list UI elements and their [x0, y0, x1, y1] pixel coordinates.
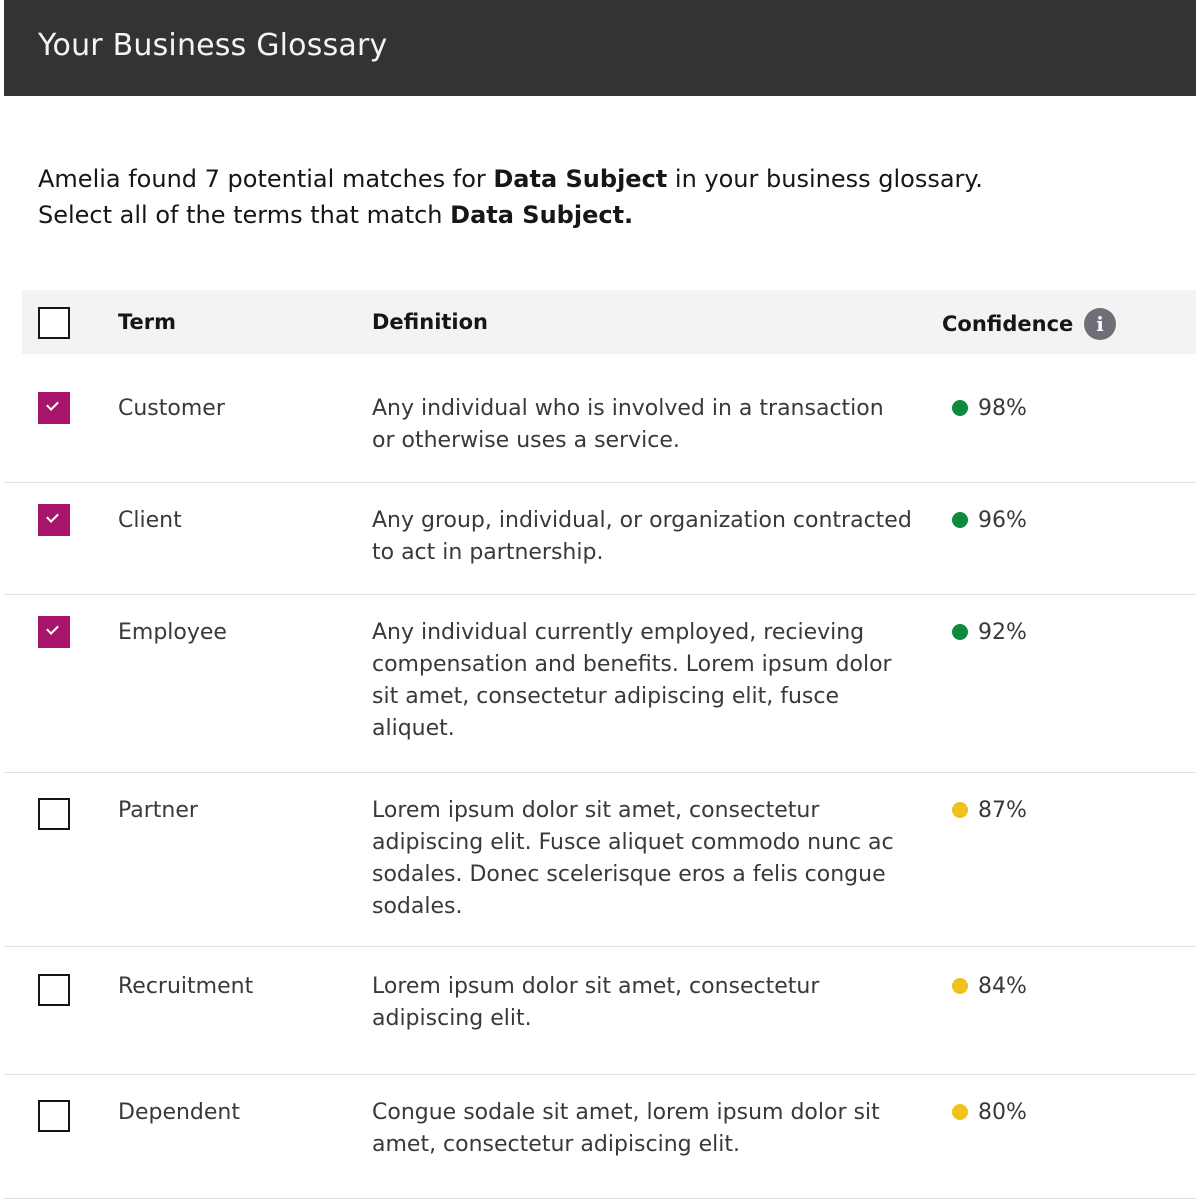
intro-line-1 [38, 161, 1138, 197]
definition-cell: Any individual currently employed, recieving compensation and benefits. Lorem ipsum dolor sit amet, consectetur adipiscing elit, fusce aliquet. [372, 620, 892, 741]
term-cell: Employee [118, 620, 227, 645]
confidence-value: 92% [978, 620, 1027, 645]
select-all-checkbox[interactable] [38, 307, 70, 339]
confidence-status-dot [952, 802, 968, 818]
definition-cell: Lorem ipsum dolor sit amet, consectetur adipiscing elit. Fusce aliquet commodo nunc ac sodales. Donec scelerisque eros a felis congue sodales. [372, 798, 894, 919]
definition-cell: Congue sodale sit amet, lorem ipsum dolor sit amet, consectetur adipiscing elit. [372, 1100, 880, 1157]
confidence-status-dot [952, 512, 968, 528]
column-header-definition[interactable]: Definition [372, 310, 489, 334]
confidence-value: 98% [978, 396, 1027, 421]
term-cell: Partner [118, 798, 198, 823]
intro-line-1-prefix: Amelia found 7 potential matches for [38, 165, 494, 193]
intro-line-2-prefix: Select all of the terms that match [38, 201, 451, 229]
row-checkbox-recruitment[interactable] [38, 974, 70, 1006]
confidence-status-dot [952, 624, 968, 640]
info-icon[interactable]: i [1084, 308, 1116, 340]
confidence-status-dot [952, 978, 968, 994]
row-divider [4, 594, 1196, 595]
confidence-status-dot [952, 400, 968, 416]
definition-cell: Any group, individual, or organization contracted to act in partnership. [372, 508, 912, 565]
column-header-term[interactable]: Term [118, 310, 177, 334]
term-cell: Client [118, 508, 182, 533]
row-checkbox-employee[interactable] [38, 616, 70, 648]
confidence-value: 80% [978, 1100, 1027, 1125]
row-divider [4, 1198, 1196, 1199]
row-checkbox-client[interactable] [38, 504, 70, 536]
row-divider [4, 946, 1196, 947]
row-divider [4, 1074, 1196, 1075]
row-divider [4, 482, 1196, 483]
intro-line-2 [38, 197, 1138, 233]
row-checkbox-partner[interactable] [38, 798, 70, 830]
definition-cell: Lorem ipsum dolor sit amet, consectetur adipiscing elit. [372, 974, 820, 1031]
row-checkbox-dependent[interactable] [38, 1100, 70, 1132]
term-cell: Dependent [118, 1100, 240, 1125]
intro-line-1-suffix: in your business glossary. [667, 165, 983, 193]
row-checkbox-customer[interactable] [38, 392, 70, 424]
definition-cell: Any individual who is involved in a transaction or otherwise uses a service. [372, 396, 884, 453]
table-header [22, 290, 1196, 354]
confidence-value: 87% [978, 798, 1027, 823]
intro-text [38, 161, 1138, 233]
term-cell: Recruitment [118, 974, 254, 999]
intro-line-2-bold: Data Subject. [450, 201, 634, 229]
confidence-value: 96% [978, 508, 1027, 533]
app-header [4, 0, 1196, 96]
term-cell: Customer [118, 396, 225, 421]
page-title: Your Business Glossary [38, 28, 388, 63]
row-divider [4, 772, 1196, 773]
column-header-confidence[interactable]: Confidence [942, 312, 1074, 336]
intro-line-1-bold: Data Subject [493, 165, 668, 193]
confidence-value: 84% [978, 974, 1027, 999]
confidence-status-dot [952, 1104, 968, 1120]
